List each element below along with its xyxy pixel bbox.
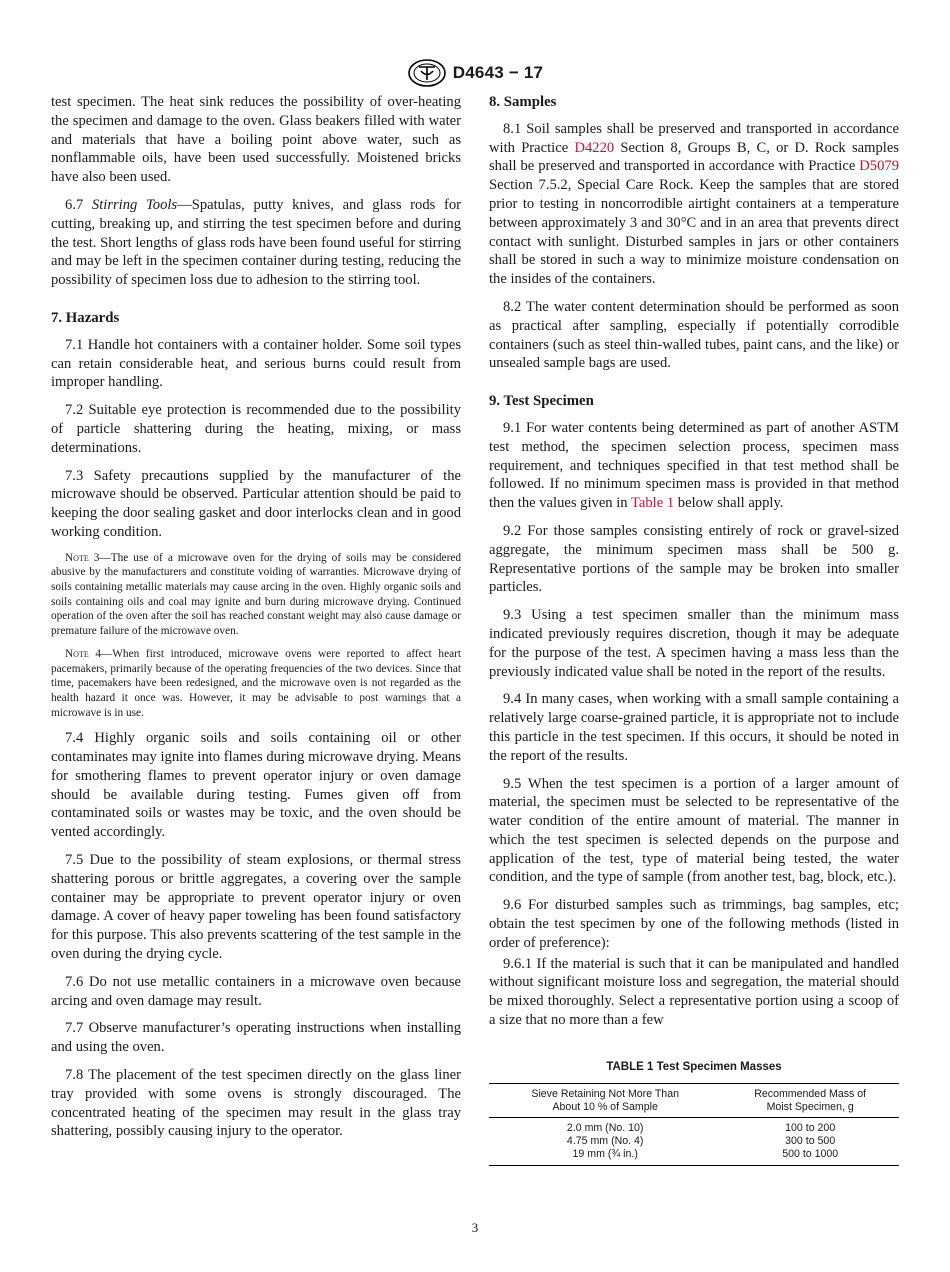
- paragraph-9-6-1: 9.6.1 If the material is such that it can be manipulated and handled without significant moisture loss and segregation, the material should be mixed thoroughly. Select a representative portion using a scoop of a size that no more than a few: [489, 955, 899, 1029]
- paragraph-6-6-continued: test specimen. The heat sink reduces the possibility of over-heating the specimen and damage to the oven. Glass beakers filled with water and materials that have a boiling point above water, such as nonflammable oils, have been used successfully. Moistened bricks have also been used.: [51, 94, 461, 186]
- document-id: D4643 − 17: [452, 63, 544, 82]
- mass-cell: 300 to 500: [785, 1134, 836, 1147]
- paragraph-7-5: 7.5 Due to the possibility of steam explosions, or thermal stress shattering porous or brittle aggregates, a covering over the sample container may be appropriate to prevent operator injury or oven damage. A cover of heavy paper toweling has been found satisfactory for this purpose. This also prevents scattering of the test sample in the oven during the drying cycle.: [51, 852, 461, 963]
- table-1-title: TABLE 1 Test Specimen Masses: [606, 1060, 782, 1073]
- table-row: [489, 1117, 899, 1135]
- sieve-column-header: Sieve Retaining Not More Than About 10 % of Sample: [489, 1083, 721, 1117]
- table-row: [489, 1135, 899, 1148]
- table-header-row: [489, 1083, 899, 1117]
- test-specimen-masses-table: [489, 1083, 899, 1166]
- note-4: Note 4—When first introduced, microwave ovens were reported to affect heart pacemakers, primarily because of the operating frequencies of the two devices. Since that time, pacemakers have been redesigned, and the microwave oven is not regarded as the health hazard it once was. However, it may be advisable to post warnings that a microwave is in use.: [51, 648, 461, 719]
- section-8-heading: 8. Samples: [489, 94, 557, 110]
- paragraph-7-8: 7.8 The placement of the test specimen directly on the glass liner tray provided with some ovens is strongly discouraged. The concentrated heating of the specimen may result in the glass tray shattering, possibly causing injury to the operator.: [51, 1067, 461, 1140]
- note-3: Note 3—The use of a microwave oven for the drying of soils may be considered abusive by the manufacturers and constitute voiding of warranties. Microwave drying of soils containing metallic materials may cause arcing in the oven. Highly organic soils and soils containing oils and coal may ignite and burn during microwave drying. Continued operation of the oven after the soil has reached constant weight may also cause damage or premature failure of the microwave oven.: [51, 551, 461, 637]
- paragraph-9-4: 9.4 In many cases, when working with a small sample containing a relatively large coarse-grained particle, it is appropriate not to include this particle in the test specimen. If this occurs, it should be noted in the report of the results.: [489, 691, 899, 764]
- d5079-link[interactable]: D5079: [859, 158, 899, 175]
- astm-logo-icon: [407, 58, 447, 88]
- sieve-cell: 19 mm (¾ in.): [489, 1148, 721, 1166]
- paragraph-8-1: 8.1 Soil samples shall be preserved and transported in accordance with Practice D4220 Section 8, Groups B, C, or D. Rock samples shall be preserved and transported in accordance with Practice D5079 Section 7.5.2, Special Care Rock. Keep the samples that are stored prior to testing in noncorrodible airtight containers at a temperature between approximately 3 and 30°C and in an area that prevents direct contact with sunlight. Disturbed samples in jars or other containers shall be stored in such a way to minimize moisture condensation on the insides of the containers.: [489, 120, 899, 288]
- paragraph-9-3: 9.3 Using a test specimen smaller than the minimum mass indicated previously requires discretion, though it may be adequate for the purpose of the test. A specimen having a mass less than the previously indicated value shall be noted in the report of the results.: [489, 607, 899, 680]
- paragraph-9-5: 9.5 When the test specimen is a portion of a larger amount of material, the specimen must be selected to be representative of the water condition of the entire amount of material. The manner in which the test specimen is selected depends on the purpose and application of the test, type of material being tested, the water condition, and the type of sample (from another test, bag, block, etc.).: [489, 775, 899, 886]
- section-9-heading: 9. Test Specimen: [489, 393, 594, 410]
- paragraph-8-2: 8.2 The water content determination should be performed as soon as practical after sampling, especially if potentially corrodible containers (such as steel thin-walled tubes, paint cans, and the like) or unsealed sample bags are used.: [489, 298, 899, 372]
- d4220-link[interactable]: D4220: [574, 139, 615, 156]
- sieve-cell: 4.75 mm (No. 4): [566, 1134, 644, 1147]
- paragraph-6-7: 6.7 Stirring Tools—Spatulas, putty knives, and glass rods for cutting, breaking up, and stirring the test specimen before and during the test. Short lengths of glass rods have been found useful for stirring and may be left in the specimen container during testing, reducing the possibility of specimen loss due to adhesion to the stirring tool.: [51, 196, 461, 289]
- left-column: [51, 93, 461, 1150]
- table-1-link[interactable]: Table 1: [631, 495, 675, 512]
- paragraph-7-1: 7.1 Handle hot containers with a container holder. Some soil types can retain considerable heat, and serious burns could result from improper handling.: [51, 336, 461, 391]
- paragraph-9-6: 9.6 For disturbed samples such as trimmings, bag samples, etc; obtain the test specimen by one of the following methods (listed in order of preference):: [489, 897, 899, 951]
- paragraph-7-4: 7.4 Highly organic soils and soils containing oil or other contaminates may ignite into flames during microwave drying. Means for smothering flames to prevent operator injury or oven damage should be available during testing. Fumes given off from contaminated soils or wastes may be toxic, and the oven should be vented accordingly.: [51, 730, 461, 841]
- mass-column-header: Recommended Mass of Moist Specimen, g: [721, 1083, 899, 1117]
- paragraph-7-2: 7.2 Suitable eye protection is recommended due to the possibility of particle shattering during the heating, mixing, or mass determinations.: [51, 402, 461, 456]
- stirring-tools-term: Stirring Tools: [91, 196, 178, 213]
- page-number: 3: [471, 1220, 479, 1235]
- paragraph-7-7: 7.7 Observe manufacturer’s operating instructions when installing and using the oven.: [51, 1020, 461, 1056]
- paragraph-9-2: 9.2 For those samples consisting entirely of rock or gravel-sized aggregate, the minimum specimen mass shall be 500 g. Representative portions of the sample may be broken into smaller particles.: [489, 522, 899, 596]
- paragraph-9-1: 9.1 For water contents being determined as part of another ASTM test method, the specimen selection process, specimen mass requirement, and techniques specified in that test method shall be followed. If no minimum specimen mass is provided in that method then the values given in Table 1 below shall apply.: [489, 419, 899, 512]
- section-7-heading: 7. Hazards: [51, 309, 120, 326]
- page-header: [0, 58, 950, 93]
- right-column: [489, 93, 899, 1166]
- table-row: [489, 1148, 899, 1166]
- paragraph-7-6: 7.6 Do not use metallic containers in a microwave oven because arcing and oven damage may result.: [51, 973, 461, 1009]
- sieve-cell: 2.0 mm (No. 10): [566, 1121, 644, 1134]
- paragraph-7-3: 7.3 Safety precautions supplied by the manufacturer of the microwave should be observed. Particular attention should be paid to keeping the door sealing gasket and door interlocks clean and in good working condition.: [51, 467, 461, 540]
- mass-cell: 500 to 1000: [721, 1148, 899, 1166]
- mass-cell: 100 to 200: [785, 1121, 836, 1134]
